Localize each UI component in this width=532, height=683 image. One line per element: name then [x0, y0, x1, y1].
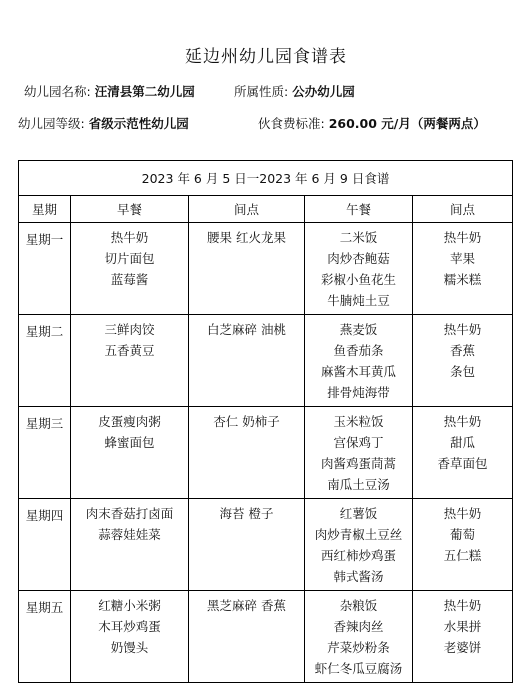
- morning-snack-cell: [189, 315, 305, 407]
- kindergarten-grade-field: [18, 114, 189, 132]
- menu-item: 糯米糕: [443, 272, 482, 287]
- breakfast-cell: [71, 223, 189, 315]
- menu-item: 木耳炒鸡蛋: [98, 619, 161, 634]
- menu-item: 肉炒杏鲍菇: [327, 251, 390, 266]
- menu-item: 芹菜炒粉条: [327, 640, 390, 655]
- breakfast-cell: [71, 499, 189, 591]
- weekday-label: 星期一: [19, 223, 71, 315]
- kindergarten-grade-value: 省级示范性幼儿园: [88, 116, 189, 131]
- menu-item: 三鲜肉饺: [104, 322, 155, 337]
- menu-item: 五仁糕: [443, 548, 482, 563]
- menu-item: 苹果: [449, 251, 475, 266]
- afternoon-snack-cell: [413, 407, 513, 499]
- morning-snack-cell: [189, 407, 305, 499]
- menu-item: 韩式酱汤: [333, 569, 384, 584]
- breakfast-cell: [71, 315, 189, 407]
- menu-day-row: [19, 499, 513, 591]
- lunch-cell: [305, 315, 413, 407]
- weekday-label: 星期四: [19, 499, 71, 591]
- header-weekday: 星期: [19, 196, 71, 223]
- menu-item: 香蕉: [449, 343, 475, 358]
- menu-item: 蜂蜜面包: [104, 435, 155, 450]
- kindergarten-nature-field: [234, 82, 355, 100]
- lunch-cell: [305, 407, 413, 499]
- menu-item: 香草面包: [437, 456, 488, 471]
- menu-item: 热牛奶: [443, 322, 482, 337]
- menu-item: 鱼香茄条: [333, 343, 384, 358]
- morning-snack-cell: [189, 591, 305, 683]
- menu-item: 蓝莓酱: [110, 272, 149, 287]
- menu-item: 肉末香菇打卤面: [85, 506, 174, 521]
- weekday-label: 星期二: [19, 315, 71, 407]
- weekday-label: 星期三: [19, 407, 71, 499]
- afternoon-snack-cell: [413, 591, 513, 683]
- menu-date-range-caption: 2023 年 6 月 5 日一2023 年 6 月 9 日食谱: [19, 161, 513, 196]
- menu-item: 牛腩炖土豆: [327, 293, 390, 308]
- menu-item: 南瓜土豆汤: [327, 477, 390, 492]
- menu-day-row: [19, 407, 513, 499]
- header-afternoon-snack: 间点: [413, 196, 513, 223]
- afternoon-snack-cell: [413, 223, 513, 315]
- menu-item: 虾仁冬瓜豆腐汤: [314, 661, 403, 676]
- menu-item: 葡萄: [449, 527, 475, 542]
- menu-item: 皮蛋瘦肉粥: [98, 414, 161, 429]
- menu-day-row: [19, 315, 513, 407]
- kindergarten-nature-label: 所属性质:: [234, 84, 289, 99]
- menu-day-row: [19, 591, 513, 683]
- menu-item: 热牛奶: [443, 230, 482, 245]
- lunch-cell: [305, 499, 413, 591]
- afternoon-snack-cell: [413, 499, 513, 591]
- menu-day-row: [19, 223, 513, 315]
- menu-item: 白芝麻碎 油桃: [207, 322, 286, 337]
- menu-item: 玉米粒饭: [333, 414, 384, 429]
- header-breakfast: 早餐: [71, 196, 189, 223]
- menu-item: 杂粮饭: [339, 598, 378, 613]
- menu-item: 切片面包: [104, 251, 155, 266]
- weekday-label: 星期五: [19, 591, 71, 683]
- kindergarten-grade-label: 幼儿园等级:: [18, 116, 85, 131]
- menu-item: 老婆饼: [443, 640, 482, 655]
- menu-item: 红薯饭: [339, 506, 378, 521]
- menu-item: 热牛奶: [443, 598, 482, 613]
- lunch-cell: [305, 223, 413, 315]
- menu-item: 宫保鸡丁: [333, 435, 384, 450]
- menu-item: 热牛奶: [443, 414, 482, 429]
- morning-snack-cell: [189, 499, 305, 591]
- menu-table: [18, 160, 513, 683]
- menu-item: 肉酱鸡蛋茼蒿: [320, 456, 396, 471]
- afternoon-snack-cell: [413, 315, 513, 407]
- menu-item: 黑芝麻碎 香蕉: [207, 598, 286, 613]
- header-morning-snack: 间点: [189, 196, 305, 223]
- menu-item: 彩椒小鱼花生: [320, 272, 396, 287]
- menu-item: 腰果 红火龙果: [207, 230, 286, 245]
- kindergarten-nature-value: 公办幼儿园: [292, 84, 355, 99]
- meal-fee-value: 260.00 元/月（两餐两点）: [328, 116, 486, 131]
- lunch-cell: [305, 591, 413, 683]
- kindergarten-name-label: 幼儿园名称:: [24, 84, 91, 99]
- menu-item: 红糖小米粥: [98, 598, 161, 613]
- menu-item: 排骨炖海带: [327, 385, 390, 400]
- menu-item: 条包: [449, 364, 475, 379]
- kindergarten-name-field: [24, 82, 195, 100]
- menu-item: 甜瓜: [449, 435, 475, 450]
- breakfast-cell: [71, 591, 189, 683]
- menu-item: 香辣肉丝: [333, 619, 384, 634]
- breakfast-cell: [71, 407, 189, 499]
- menu-item: 西红柿炒鸡蛋: [320, 548, 396, 563]
- menu-item: 热牛奶: [443, 506, 482, 521]
- menu-item: 肉炒青椒土豆丝: [314, 527, 403, 542]
- menu-item: 水果拼: [443, 619, 482, 634]
- header-lunch: 午餐: [305, 196, 413, 223]
- menu-item: 杏仁 奶柿子: [213, 414, 280, 429]
- menu-item: 海苔 橙子: [219, 506, 274, 521]
- morning-snack-cell: [189, 223, 305, 315]
- page-title: 延边州幼儿园食谱表: [185, 47, 347, 67]
- meal-fee-label: 伙食费标准:: [258, 116, 325, 131]
- menu-item: 蒜蓉娃娃菜: [98, 527, 161, 542]
- meal-fee-field: [258, 114, 486, 132]
- menu-item: 奶馒头: [110, 640, 149, 655]
- menu-item: 二米饭: [339, 230, 378, 245]
- menu-item: 五香黄豆: [104, 343, 155, 358]
- menu-header-row: [19, 196, 513, 223]
- kindergarten-name-value: 汪清县第二幼儿园: [94, 84, 195, 99]
- menu-item: 热牛奶: [110, 230, 149, 245]
- menu-item: 燕麦饭: [339, 322, 378, 337]
- menu-item: 麻酱木耳黄瓜: [320, 364, 396, 379]
